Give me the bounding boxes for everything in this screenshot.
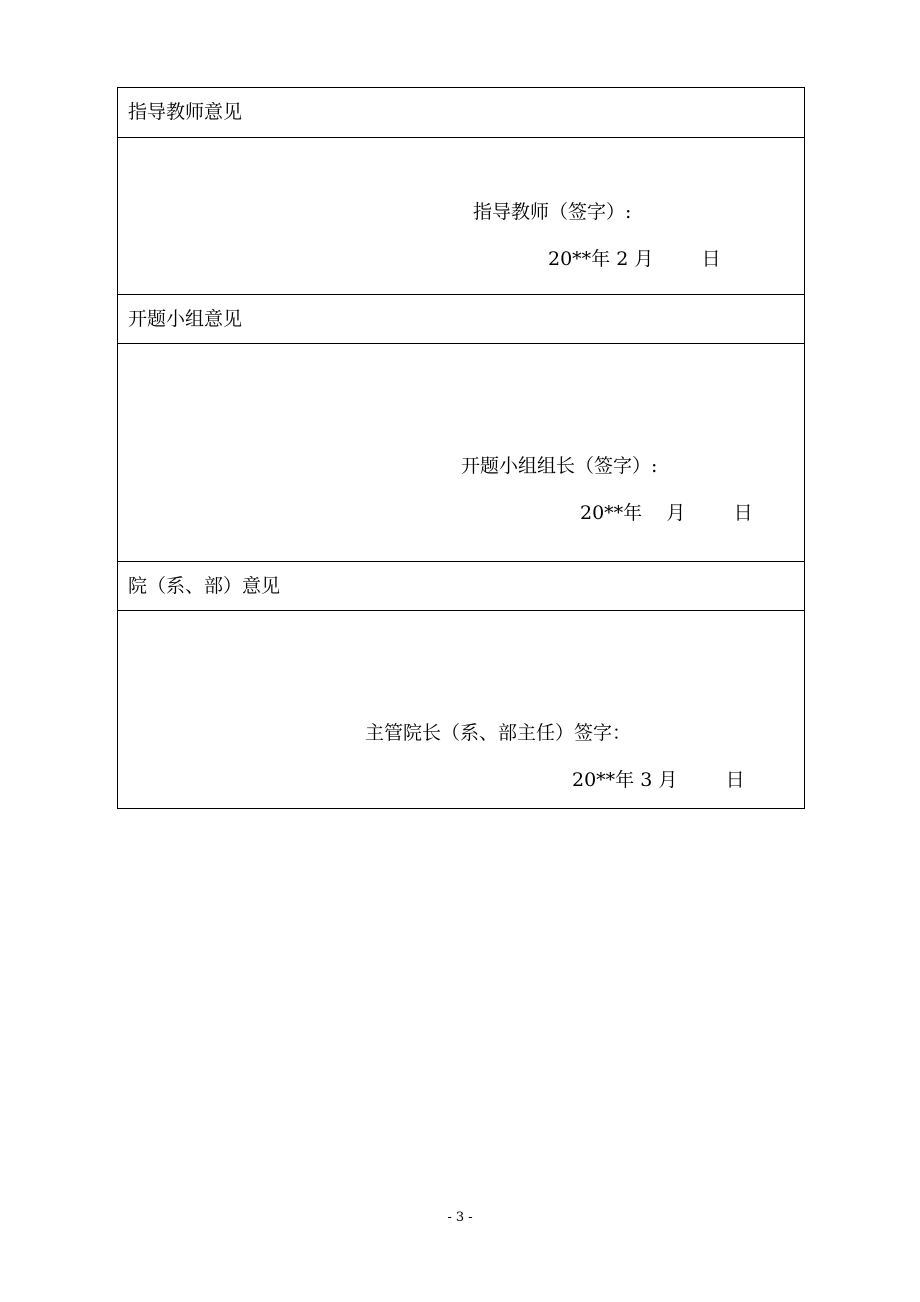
panel-opinion-body [118, 343, 804, 561]
department-opinion-body [118, 610, 804, 808]
dean-signature-label: 主管院长（系、部主任）签字： [365, 722, 632, 744]
page-number: - 3 - [447, 1210, 473, 1225]
panel-opinion-header [118, 294, 804, 343]
advisor-opinion-header [118, 88, 804, 137]
panel-leader-signature-label: 开题小组组长（签字）: [461, 455, 658, 477]
advisor-opinion-body [118, 137, 804, 294]
department-opinion-header [118, 561, 804, 610]
opinion-form-table [117, 87, 805, 809]
advisor-signature-label: 指导教师（签字）: [473, 201, 632, 223]
department-opinion-heading: 院（系、部）意见 [128, 575, 281, 597]
advisor-date-line: 20**年 2 月 日 [548, 248, 721, 270]
panel-opinion-heading: 开题小组意见 [128, 308, 243, 330]
department-date-line: 20**年 3 月 日 [572, 769, 745, 791]
advisor-opinion-heading: 指导教师意见 [128, 101, 243, 123]
panel-date-line: 20**年 月 日 [580, 502, 753, 524]
